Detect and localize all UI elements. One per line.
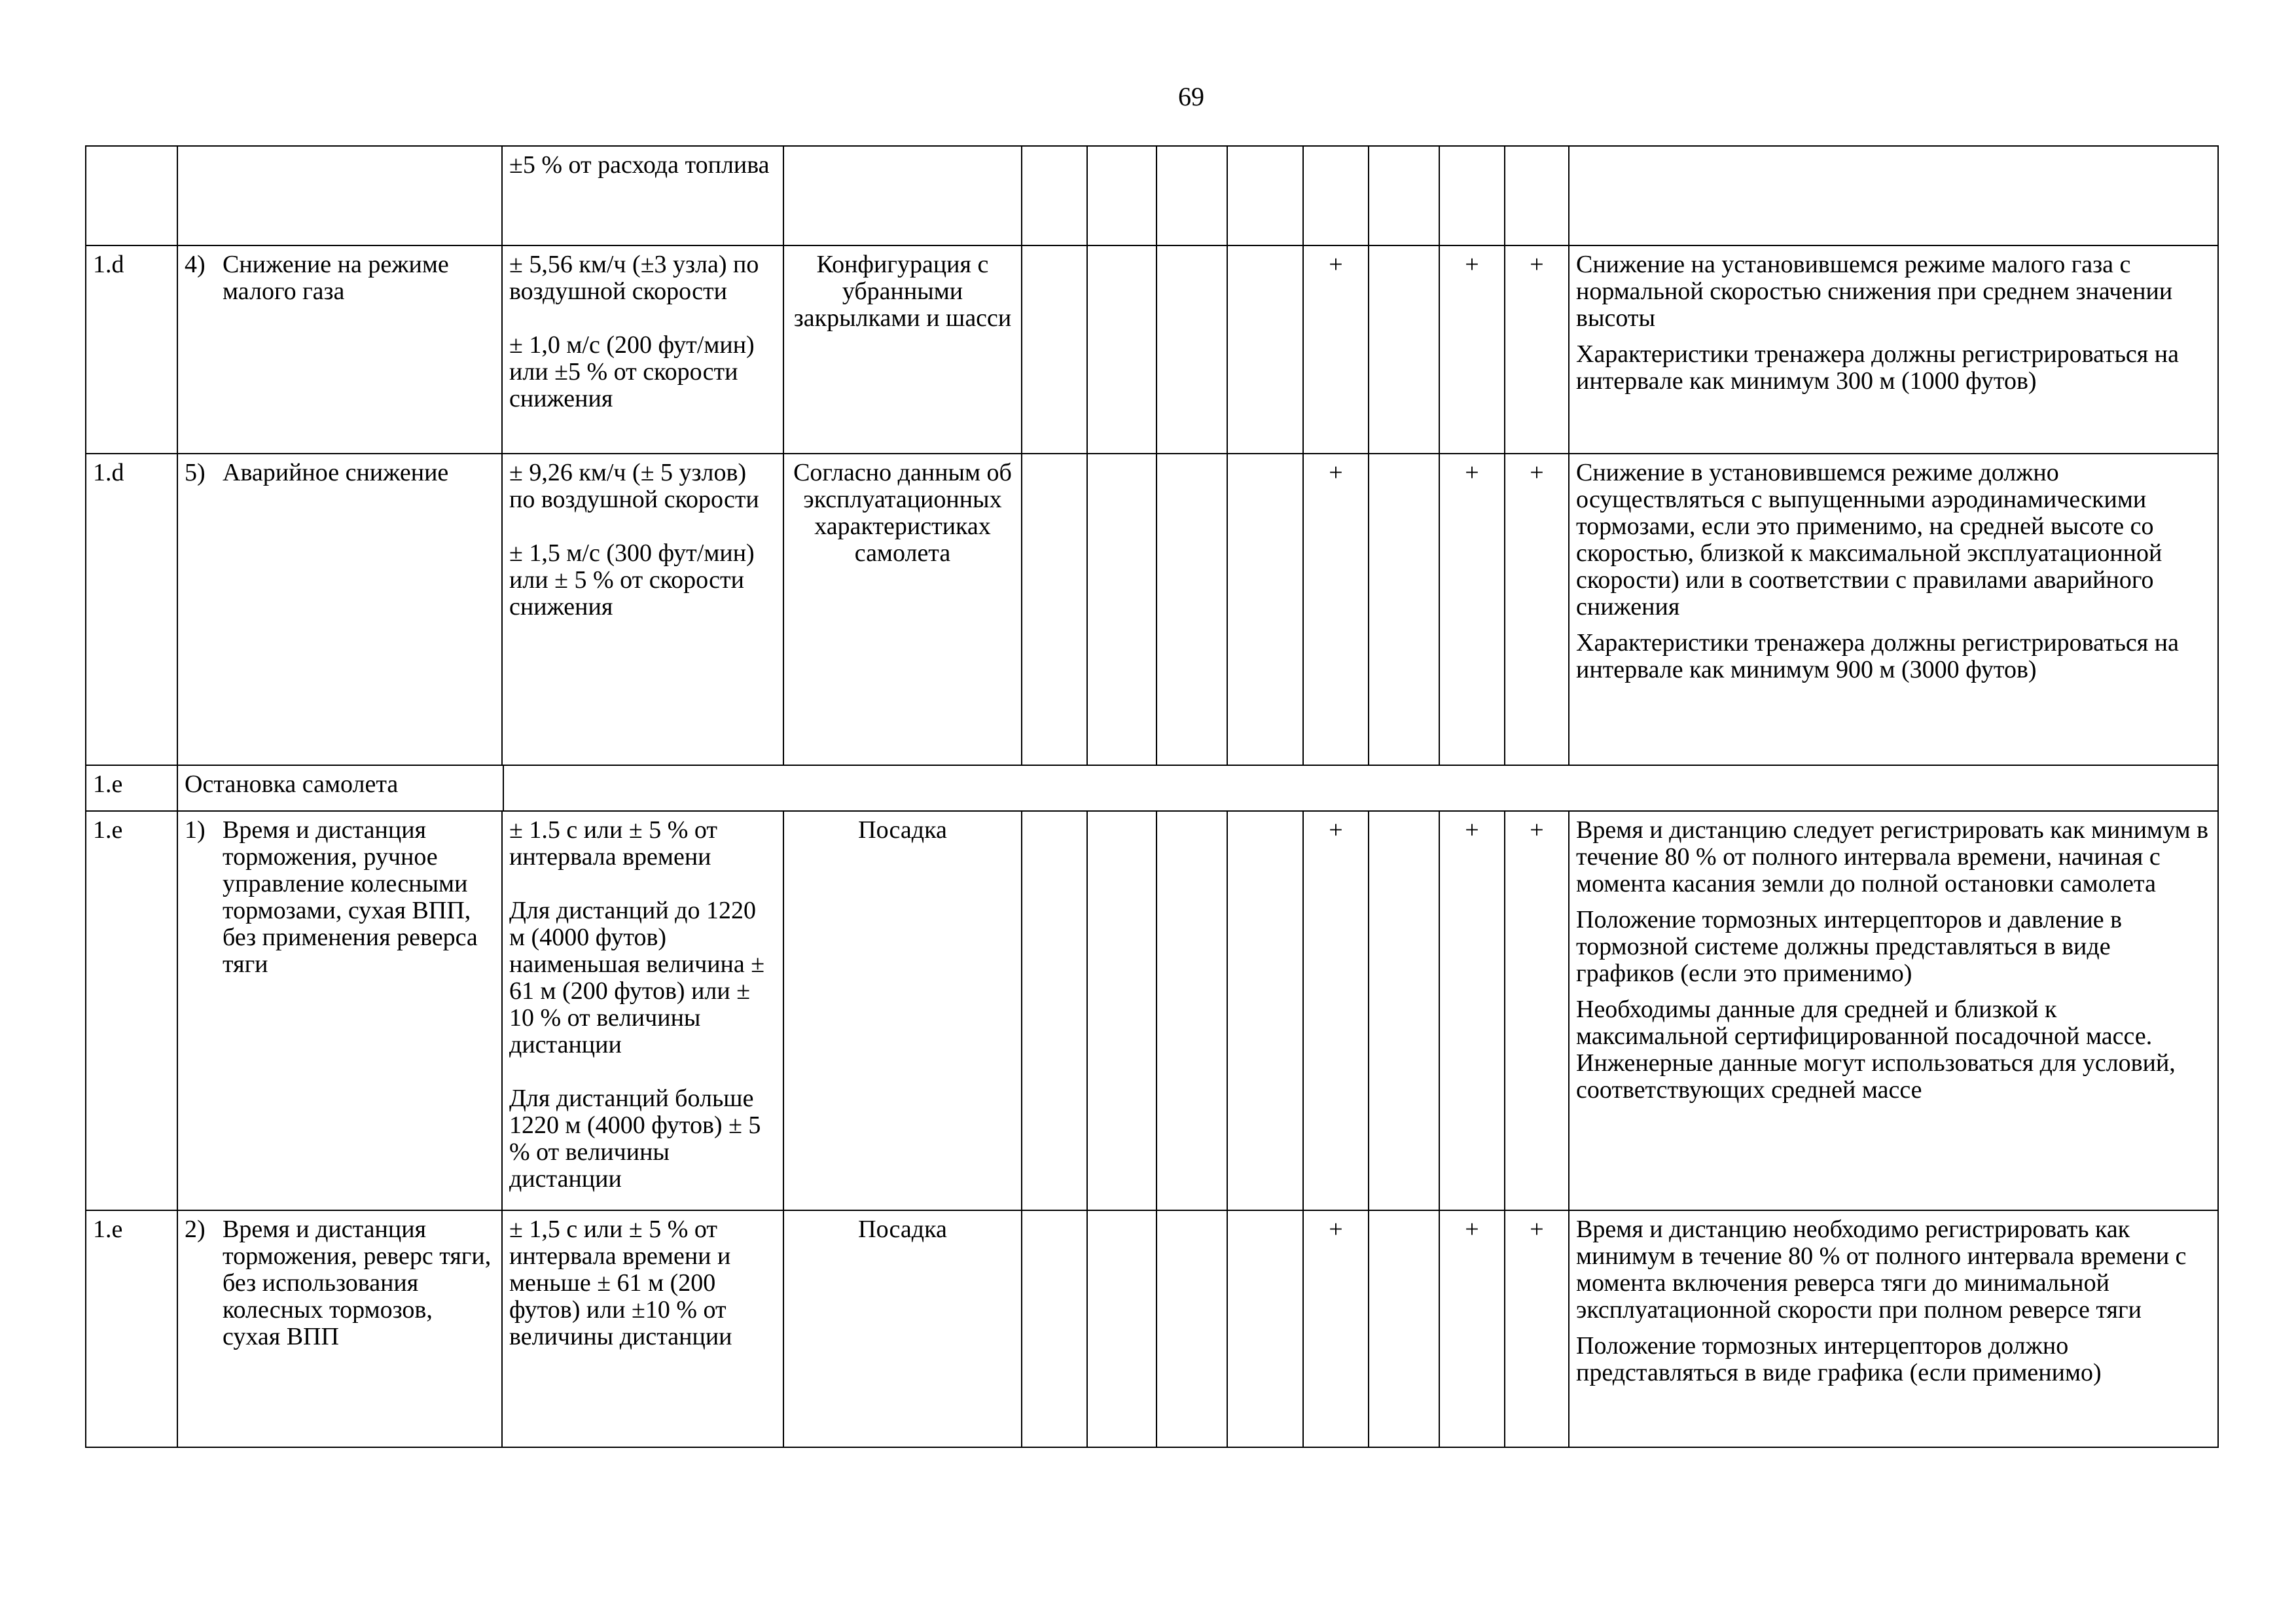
test-label: Снижение на режиме малого газа xyxy=(223,251,449,305)
level-cell: + xyxy=(1505,245,1569,454)
notes xyxy=(1569,146,2218,245)
level-cell xyxy=(1505,146,1569,245)
tolerance-text: ±5 % от расхода топлива xyxy=(509,151,770,179)
tolerance-text: Для дистанций больше 1220 м (4000 футов) ± 5 % от величины дистанции xyxy=(509,1085,761,1193)
table-row xyxy=(86,811,2218,1210)
level-cell: + xyxy=(1303,1210,1369,1447)
section-row xyxy=(86,765,2218,811)
level-cell xyxy=(1157,245,1227,454)
level-cell xyxy=(1022,245,1087,454)
level-cell xyxy=(1227,1210,1303,1447)
tolerance-text: ± 1.5 с или ± 5 % от интервала времени xyxy=(509,816,717,871)
test-label: Аварийное снижение xyxy=(223,459,449,486)
level-cell xyxy=(1369,811,1439,1210)
level-cell xyxy=(1369,146,1439,245)
level-cell xyxy=(1303,146,1369,245)
level-cell xyxy=(1087,811,1157,1210)
level-cell: + xyxy=(1303,811,1369,1210)
level-cell xyxy=(1157,146,1227,245)
notes xyxy=(1569,811,2218,1210)
level-cell xyxy=(1087,245,1157,454)
tolerance xyxy=(502,245,783,454)
test-name xyxy=(177,1210,502,1447)
row-code: 1.e xyxy=(86,811,177,1210)
tolerance-text: Для дистанций до 1220 м (4000 футов) наименьшая величина ± 61 м (200 футов) или ± 10 % от величины дистанции xyxy=(509,897,765,1058)
level-cell: + xyxy=(1439,1210,1505,1447)
note-text: Положение тормозных интерцепторов должно представляться в виде графика (если применимо) xyxy=(1576,1332,2102,1386)
flight-conditions xyxy=(783,146,1022,245)
page-number: 69 xyxy=(1178,82,1204,111)
notes xyxy=(1569,245,2218,454)
note-text: Снижение в установившемся режиме должно осуществляться с выпущенными аэродинамическими тормозами, если это применимо, на средней высоте со скоростью, близкой к максимальной эксплуатационной скорости) или в соответствии с правилами аварийного снижения xyxy=(1576,459,2162,621)
row-code: 1.d xyxy=(86,245,177,454)
requirements-table xyxy=(85,145,2219,1448)
level-cell xyxy=(1227,245,1303,454)
tolerance xyxy=(502,454,783,765)
flight-conditions: Конфигурация с убранными закрылками и шасси xyxy=(783,245,1022,454)
level-cell xyxy=(1022,1210,1087,1447)
note-text: Положение тормозных интерцепторов и давление в тормозной системе должны представляться в виде графиков (если это применимо) xyxy=(1576,906,2123,987)
section-header xyxy=(177,765,2218,811)
notes xyxy=(1569,454,2218,765)
row-code: 1.d xyxy=(86,454,177,765)
tolerance-text: ± 9,26 км/ч (± 5 узлов) по воздушной скорости xyxy=(509,459,759,513)
level-cell xyxy=(1157,811,1227,1210)
level-cell xyxy=(1157,1210,1227,1447)
table-row xyxy=(86,1210,2218,1447)
table-row xyxy=(86,146,2218,245)
note-text: Время и дистанцию следует регистрировать как минимум в течение 80 % от полного интервала времени, начиная с момента касания земли до полной остановки самолета xyxy=(1576,816,2209,897)
section-code: 1.e xyxy=(86,765,177,811)
tolerance-text: ± 1,5 с или ± 5 % от интервала времени и меньше ± 61 м (200 футов) или ±10 % от величины дистанции xyxy=(509,1216,732,1350)
note-text: Характеристики тренажера должны регистрироваться на интервале как минимум 300 м (1000 футов) xyxy=(1576,340,2179,395)
test-number: 4) xyxy=(185,251,206,278)
level-cell xyxy=(1439,146,1505,245)
row-code xyxy=(86,146,177,245)
level-cell xyxy=(1369,454,1439,765)
tolerance-text: ± 1,5 м/с (300 фут/мин) или ± 5 % от скорости снижения xyxy=(509,539,755,621)
test-name xyxy=(177,454,502,765)
note-text: Снижение на установившемся режиме малого газа с нормальной скоростью снижения при среднем значении высоты xyxy=(1576,251,2173,332)
test-number: 1) xyxy=(185,816,206,844)
level-cell xyxy=(1227,454,1303,765)
level-cell xyxy=(1227,146,1303,245)
level-cell: + xyxy=(1505,811,1569,1210)
test-label: Время и дистанция торможения, реверс тяги, без использования колесных тормозов, сухая ВПП xyxy=(223,1216,492,1350)
tolerance xyxy=(502,146,783,245)
tolerance xyxy=(502,811,783,1210)
flight-conditions: Согласно данным об эксплуатационных характеристиках самолета xyxy=(783,454,1022,765)
flight-conditions: Посадка xyxy=(783,811,1022,1210)
tolerance xyxy=(502,1210,783,1447)
test-name xyxy=(177,245,502,454)
level-cell xyxy=(1087,1210,1157,1447)
level-cell xyxy=(1369,1210,1439,1447)
level-cell: + xyxy=(1439,811,1505,1210)
note-text: Время и дистанцию необходимо регистрировать как минимум в течение 80 % от полного интервала времени с момента включения реверса тяги до минимальной эксплуатационной скорости при полном реверсе тяги xyxy=(1576,1216,2187,1324)
level-cell: + xyxy=(1439,454,1505,765)
note-text: Характеристики тренажера должны регистрироваться на интервале как минимум 900 м (3000 футов) xyxy=(1576,629,2179,683)
level-cell xyxy=(1087,454,1157,765)
level-cell xyxy=(1369,245,1439,454)
table-row xyxy=(86,454,2218,765)
section-title: Остановка самолета xyxy=(178,766,504,810)
tolerance-text: ± 5,56 км/ч (±3 узла) по воздушной скорости xyxy=(509,251,759,305)
level-cell xyxy=(1087,146,1157,245)
level-cell xyxy=(1157,454,1227,765)
level-cell xyxy=(1022,811,1087,1210)
level-cell: + xyxy=(1303,245,1369,454)
test-name xyxy=(177,811,502,1210)
level-cell: + xyxy=(1505,454,1569,765)
test-name xyxy=(177,146,502,245)
level-cell xyxy=(1022,146,1087,245)
level-cell xyxy=(1227,811,1303,1210)
level-cell: + xyxy=(1303,454,1369,765)
level-cell: + xyxy=(1505,1210,1569,1447)
flight-conditions: Посадка xyxy=(783,1210,1022,1447)
test-label: Время и дистанция торможения, ручное управление колесными тормозами, сухая ВПП, без применения реверса тяги xyxy=(223,816,478,978)
table-row xyxy=(86,245,2218,454)
note-text: Инженерные данные могут использоваться для условий, соответствующих средней массе xyxy=(1576,1049,2176,1104)
note-text: Необходимы данные для средней и близкой к максимальной сертифицированной посадочной массе. xyxy=(1576,996,2153,1050)
tolerance-text: ± 1,0 м/с (200 фут/мин) или ±5 % от скорости снижения xyxy=(509,331,755,412)
row-code: 1.e xyxy=(86,1210,177,1447)
test-number: 5) xyxy=(185,459,206,486)
notes xyxy=(1569,1210,2218,1447)
test-number: 2) xyxy=(185,1216,206,1243)
level-cell: + xyxy=(1439,245,1505,454)
level-cell xyxy=(1022,454,1087,765)
